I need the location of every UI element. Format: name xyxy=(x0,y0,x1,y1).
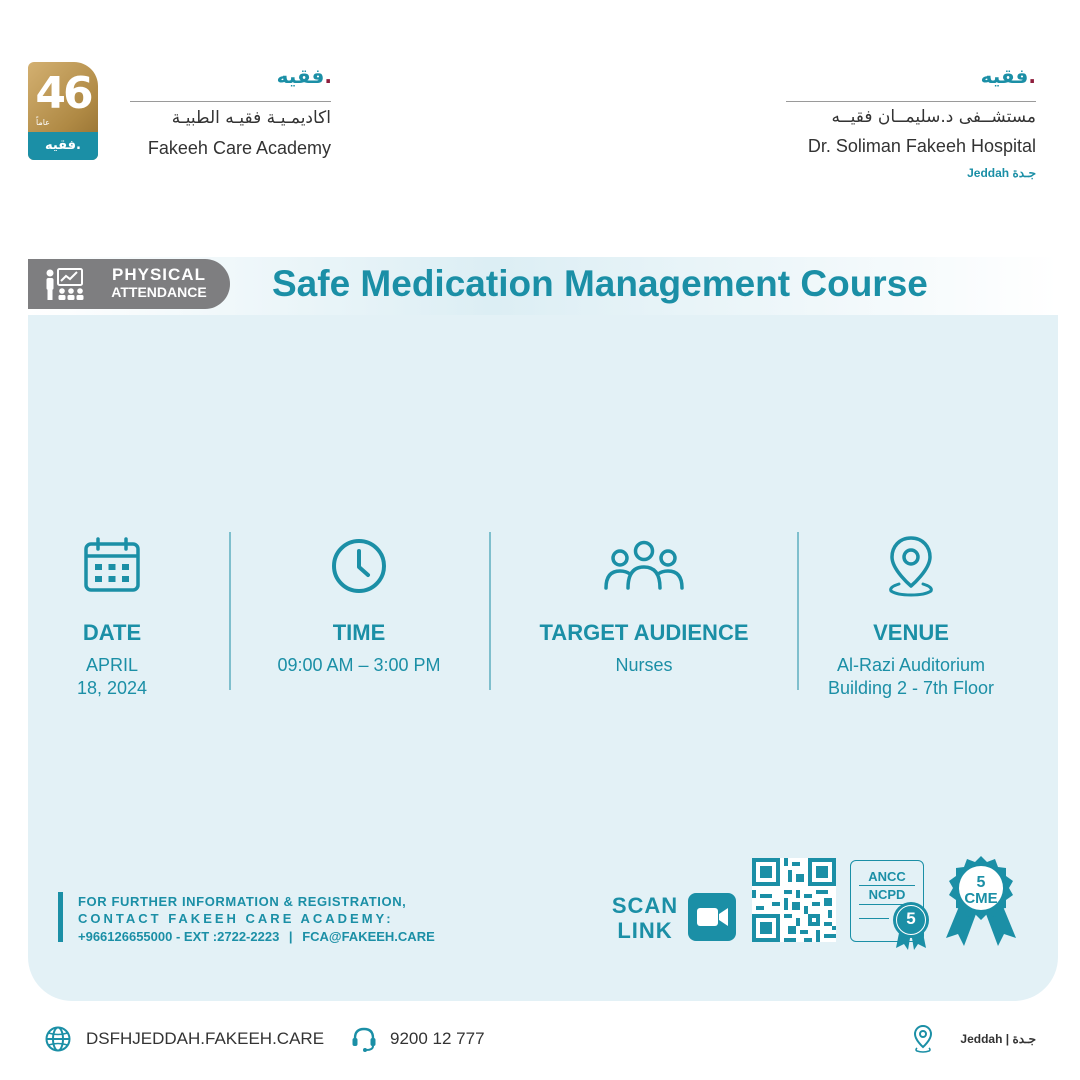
attendance-pill xyxy=(28,259,230,309)
detail-venue xyxy=(800,530,1022,698)
footer-city: Jeddah | جـدة xyxy=(960,1032,1036,1046)
venue-value: Al-Razi Auditorium Building 2 - 7th Floor xyxy=(827,655,995,698)
location-pin-icon xyxy=(879,534,943,598)
academy-logo: فقيه. xyxy=(276,64,332,88)
date-value: APRIL 18, 2024 xyxy=(76,655,148,698)
clock-icon xyxy=(327,534,391,598)
ancc-line2: NCPD xyxy=(868,887,906,902)
location-pin-icon xyxy=(912,1024,934,1054)
cme-seal xyxy=(944,856,1018,946)
hospital-logo: فقيه. xyxy=(980,64,1036,88)
info-line2: CONTACT FAKEEH CARE ACADEMY: xyxy=(78,911,394,926)
detail-divider xyxy=(489,532,491,690)
date-label: DATE xyxy=(82,620,142,645)
presentation-icon xyxy=(44,267,84,301)
video-link-button[interactable] xyxy=(688,893,736,941)
venue-label: VENUE xyxy=(873,620,949,645)
calendar-icon xyxy=(80,534,144,598)
academy-name-en: Fakeeh Care Academy xyxy=(147,138,331,158)
hospital-divider xyxy=(786,101,1036,102)
qr-code[interactable] xyxy=(752,858,836,942)
hospital-name-ar: مستشــفى د.سليمــان فقيــه xyxy=(831,107,1036,127)
website-link[interactable]: DSFHJEDDAH.FAKEEH.CARE xyxy=(86,1029,325,1048)
hospital-name-en: Dr. Soliman Fakeeh Hospital xyxy=(807,136,1036,156)
phone-link[interactable]: 9200 12 777 xyxy=(390,1029,485,1048)
time-value: 09:00 AM – 3:00 PM xyxy=(277,655,441,675)
headset-icon xyxy=(350,1025,378,1053)
globe-icon xyxy=(44,1025,72,1053)
anniversary-brand: فقيه. xyxy=(28,132,98,160)
ancc-hours: 5 xyxy=(906,909,916,928)
video-camera-icon xyxy=(688,893,736,941)
detail-divider xyxy=(229,532,231,690)
detail-date xyxy=(0,530,224,698)
course-title: Safe Medication Management Course xyxy=(272,263,928,304)
audience-label: TARGET AUDIENCE xyxy=(539,620,749,645)
anniversary-number: 46 xyxy=(35,68,91,119)
detail-time xyxy=(234,530,484,690)
info-accent-bar xyxy=(58,892,63,942)
anniversary-badge xyxy=(28,62,98,160)
attendance-line1: PHYSICAL xyxy=(112,265,206,284)
ancc-hours-seal xyxy=(890,900,932,950)
attendance-line2: ATTENDANCE xyxy=(111,284,207,300)
time-label: TIME xyxy=(332,620,386,645)
audience-value: Nurses xyxy=(615,655,673,675)
detail-divider xyxy=(797,532,799,690)
info-email: FCA@FAKEEH.CARE xyxy=(302,929,435,944)
hospital-city: Jeddah جـدة xyxy=(967,166,1036,180)
info-phone: +966126655000 - EXT :2722-2223 xyxy=(78,929,280,944)
people-icon xyxy=(602,534,686,598)
info-contact: +966126655000 - EXT :2722-2223 | FCA@FAKEEH.CARE xyxy=(78,929,435,944)
scan-line2: LINK xyxy=(617,918,673,943)
info-line1: FOR FURTHER INFORMATION & REGISTRATION, xyxy=(78,894,407,909)
anniversary-sub: عاماً xyxy=(36,118,50,127)
scan-line1: SCAN xyxy=(611,893,679,918)
detail-audience xyxy=(519,530,769,690)
ancc-line1: ANCC xyxy=(868,869,906,884)
ancc-rule xyxy=(859,918,889,919)
academy-divider xyxy=(130,101,331,102)
ancc-rule xyxy=(859,885,915,886)
cme-label: CME xyxy=(964,890,998,907)
cme-number: 5 xyxy=(976,874,986,891)
academy-name-ar: اكاديمـيـة فقيـه الطبيـة xyxy=(171,108,331,128)
